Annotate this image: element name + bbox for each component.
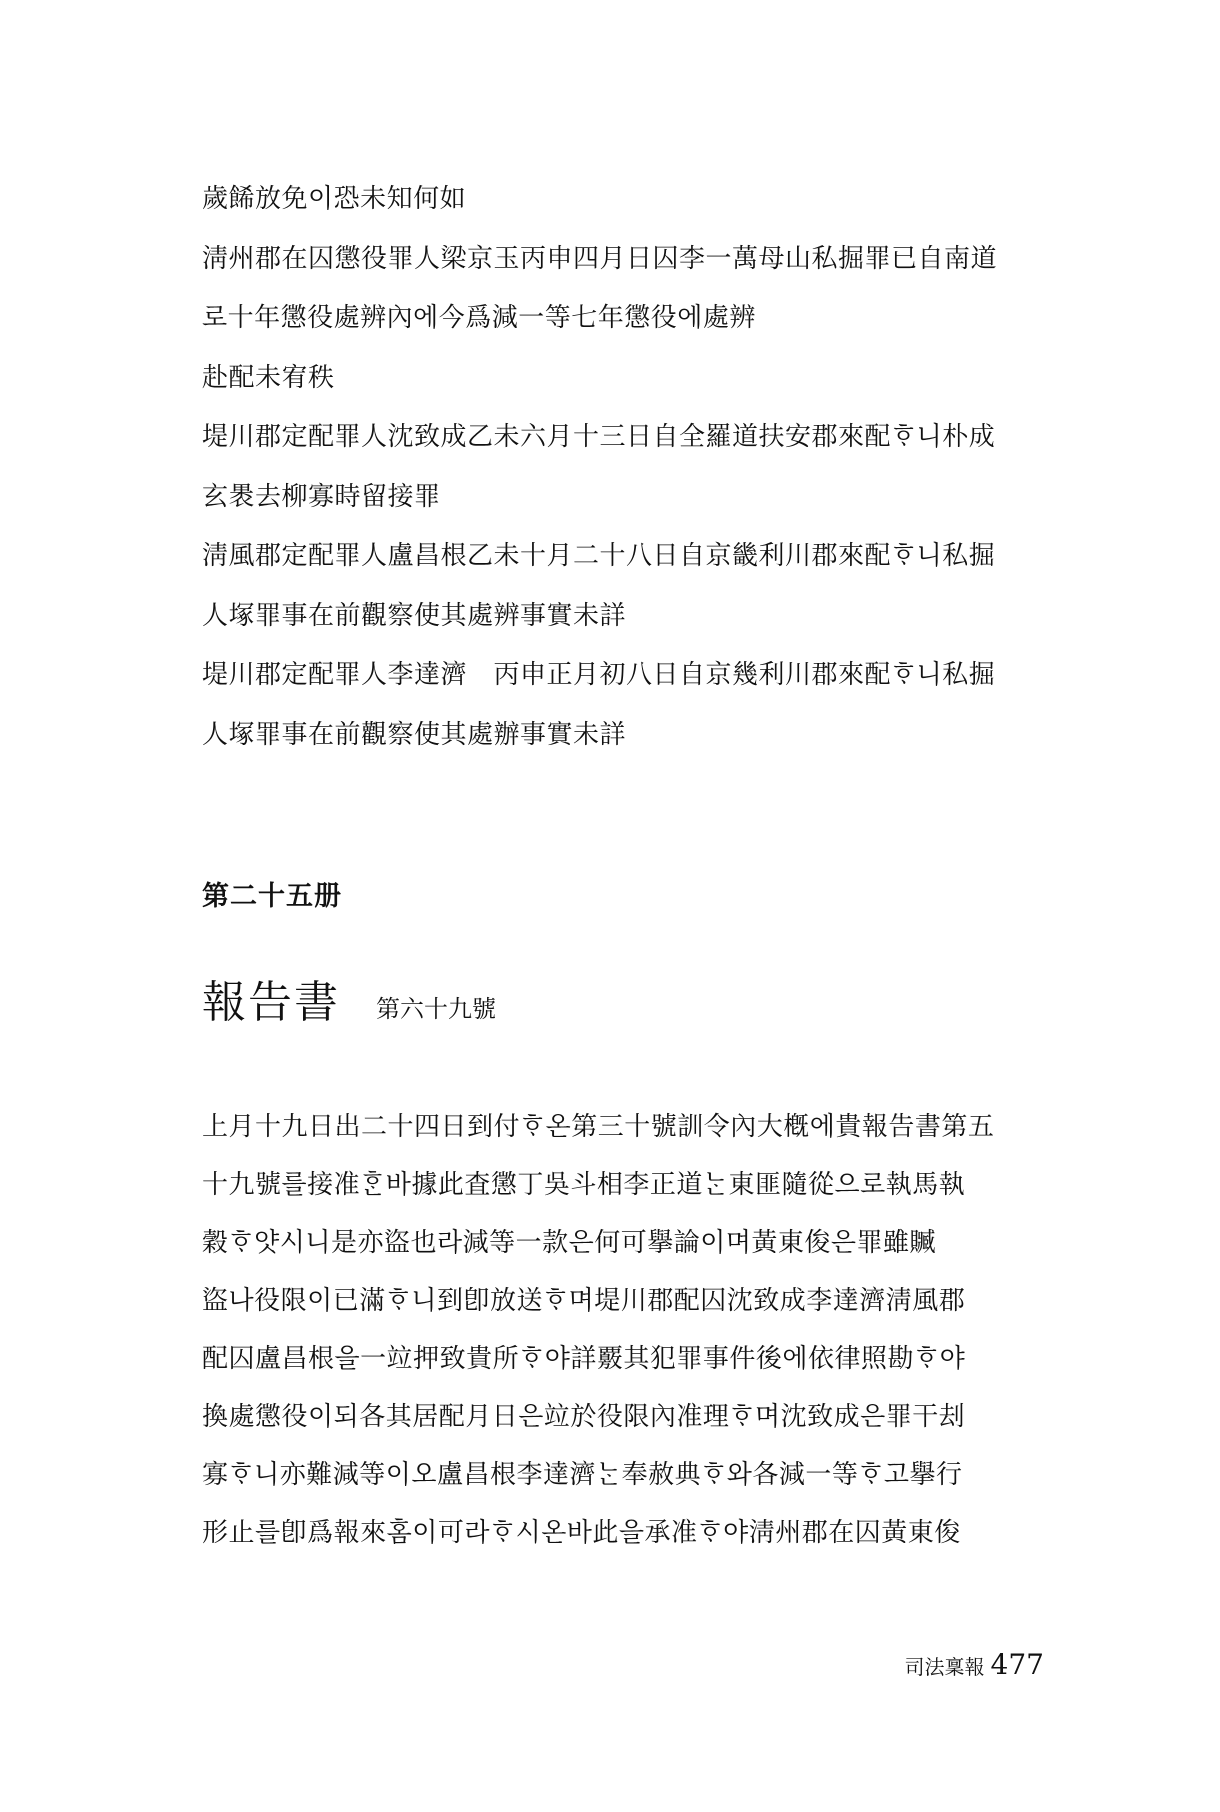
text-line: 人塚罪事在前觀察使其處辦事實未詳 [202, 719, 627, 750]
page-footer [905, 1648, 1044, 1681]
volume-heading: 第二十五册 [202, 881, 342, 912]
text-line: 堤川郡定配罪人沈致成乙未六月十三日自全羅道扶安郡來配ᄒᆞ니朴成 [202, 422, 996, 452]
text-line: 로十年懲役處辨內에今爲減一等七年懲役에處辨 [202, 303, 756, 333]
report-heading [202, 966, 496, 1030]
text-line: 人塚罪事在前觀察使其處辨事實未詳 [202, 600, 627, 631]
text-line: 玄褁去柳寡時留接罪 [202, 481, 441, 512]
text-line: 淸風郡定配罪人盧昌根乙未十月二十八日自京畿利川郡來配ᄒᆞ니私掘 [202, 541, 996, 571]
text-line: 盜나役限이已滿ᄒᆞ니到卽放送ᄒᆞ며堤川郡配囚沈致成李達濟淸風郡 [202, 1286, 966, 1316]
text-line: 赴配未宥秩 [202, 362, 335, 393]
text-line: 寡ᄒᆞ니亦難減等이오盧昌根李達濟ᄂᆞᆫ奉赦典ᄒᆞ와各減一等ᄒᆞ고擧行 [202, 1460, 963, 1490]
report-body [202, 1098, 1062, 1562]
text-line: 穀ᄒᆞ얏시니是亦盜也라減等一款은何可擧論이며黃東俊은罪雖贓 [202, 1228, 937, 1258]
text-line: 配囚盧昌根을一竝押致貴所ᄒᆞ야詳覈其犯罪事件後에依律照勘ᄒᆞ야 [202, 1344, 966, 1374]
text-line: 堤川郡定配罪人李達濟 丙申正月初八日自京幾利川郡來配ᄒᆞ니私掘 [202, 660, 996, 690]
text-line: 淸州郡在囚懲役罪人梁京玉丙申四月日囚李一萬母山私掘罪已自南道 [202, 243, 998, 274]
page-number: 477 [990, 1648, 1044, 1681]
footer-label: 司法稟報 [904, 1655, 985, 1679]
text-line: 形止를卽爲報來홈이可라ᄒᆞ시온바此을承准ᄒᆞ야淸州郡在囚黃東俊 [202, 1518, 961, 1548]
text-line: 十九號를接准ᄒᆞᆫ바據此査懲丁吳斗相李正道ᄂᆞᆫ東匪隨從으로執馬執 [202, 1170, 966, 1200]
report-number: 第六十九號 [376, 995, 496, 1023]
text-block-top [202, 170, 1062, 765]
text-line: 換處懲役이되各其居配月日은竝於役限內准理ᄒᆞ며沈致成은罪干刦 [202, 1402, 966, 1432]
report-title: 報告書 [202, 977, 340, 1028]
text-line: 歲餙放免이恐未知何如 [202, 184, 467, 214]
text-line: 上月十九日出二十四日到付ᄒᆞ온第三十號訓令內大槪에貴報告書第五 [202, 1112, 995, 1142]
